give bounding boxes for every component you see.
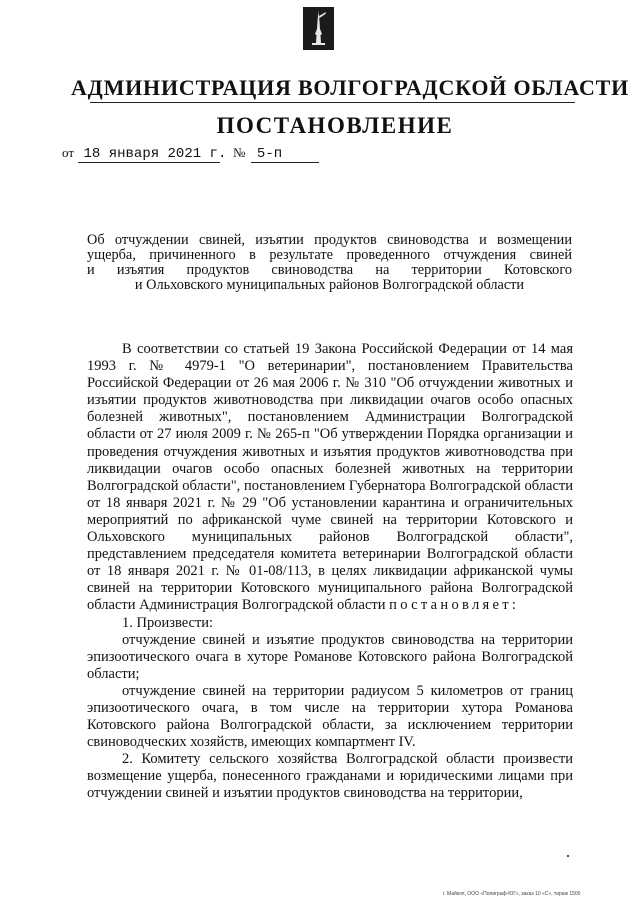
number-label: № xyxy=(233,145,246,160)
number-value: 5-п xyxy=(251,147,319,163)
document-title xyxy=(87,233,572,293)
item-1-a: отчуждение свиней и изъятие продуктов свиноводства на территории эпизоотического очага в хуторе Романове Котовского района Волгоградской области; xyxy=(87,631,573,682)
title-line: ущерба, причиненного в результате проведенного отчуждения свиней xyxy=(87,247,572,263)
preamble-text: В соответствии со статьей 19 Закона Российской Федерации от 14 мая 1993 г. № 4979-1 "О ветеринарии", постановлением Правительства Российской Федерации от 26 мая 2006 г. № 310 "Об отчуждении животных и изъятии продуктов животноводства при ликвидации очагов особо опасных болезней животных", постановлением Администрации Волгоградской области от 27 июля 2009 г. № 265-п "Об утверждении Порядка организации и проведения отчуждения животных и изъятия продуктов животноводства при ликвидации очагов особо опасных болезней животных на территории Волгоградской области", постановлением Губернатора Волгоградской области от 18 января 2021 г. № 29 "Об установлении карантина и ограничительных мероприятий по африканской чуме свиней на территории Котовского и Ольховского муниципальных районов Волгоградской области", представлением председателя комитета ветеринарии Волгоградской области от 18 января 2021 г. № 01-08/113, в целях ликвидации африканской чумы свиней на территории Котовского муниципального района Волгоградской области Администрация Волгоградской области xyxy=(87,341,573,614)
date-value: 18 января 2021 г. xyxy=(78,147,220,163)
document-body xyxy=(87,341,573,803)
item-1-heading: 1. Произвести: xyxy=(122,614,214,631)
page-mark xyxy=(567,855,569,857)
item-1-b: отчуждение свиней на территории радиусом 5 километров от границ эпизоотического очага, в том числе на территории хутора Романова Котовского района Волгоградской области, за исключением территории свиноводческих хозяйств, имеющих компартмент IV. xyxy=(87,682,573,751)
title-line: и изъятия продуктов свиноводства на территории Котовского xyxy=(87,262,572,278)
organization-name: АДМИНИСТРАЦИЯ ВОЛГОГРАДСКОЙ ОБЛАСТИ xyxy=(70,75,630,100)
preamble-paragraph xyxy=(87,341,573,615)
title-line: и Ольховского муниципальных районов Волгоградской области xyxy=(134,277,525,293)
item-2: 2. Комитету сельского хозяйства Волгоградской области произвести возмещение ущерба, понесенного гражданами и юридическими лицами при отчуждении свиней и изъятии продуктов свиноводства на территории, xyxy=(87,751,573,802)
date-label: от xyxy=(62,145,75,160)
printer-imprint: г. Майкоп, ООО «Полиграф-ЮГ», заказ 10 «С», тираж 1500 xyxy=(443,891,581,897)
document-type: ПОСТАНОВЛЕНИЕ xyxy=(216,113,454,138)
coat-of-arms-icon xyxy=(303,7,334,50)
date-number-line xyxy=(62,145,319,163)
header-divider xyxy=(90,102,575,103)
title-line: Об отчуждении свиней, изъятии продуктов свиноводства и возмещении xyxy=(87,232,572,248)
resolves-word: постановляет: xyxy=(389,597,520,614)
